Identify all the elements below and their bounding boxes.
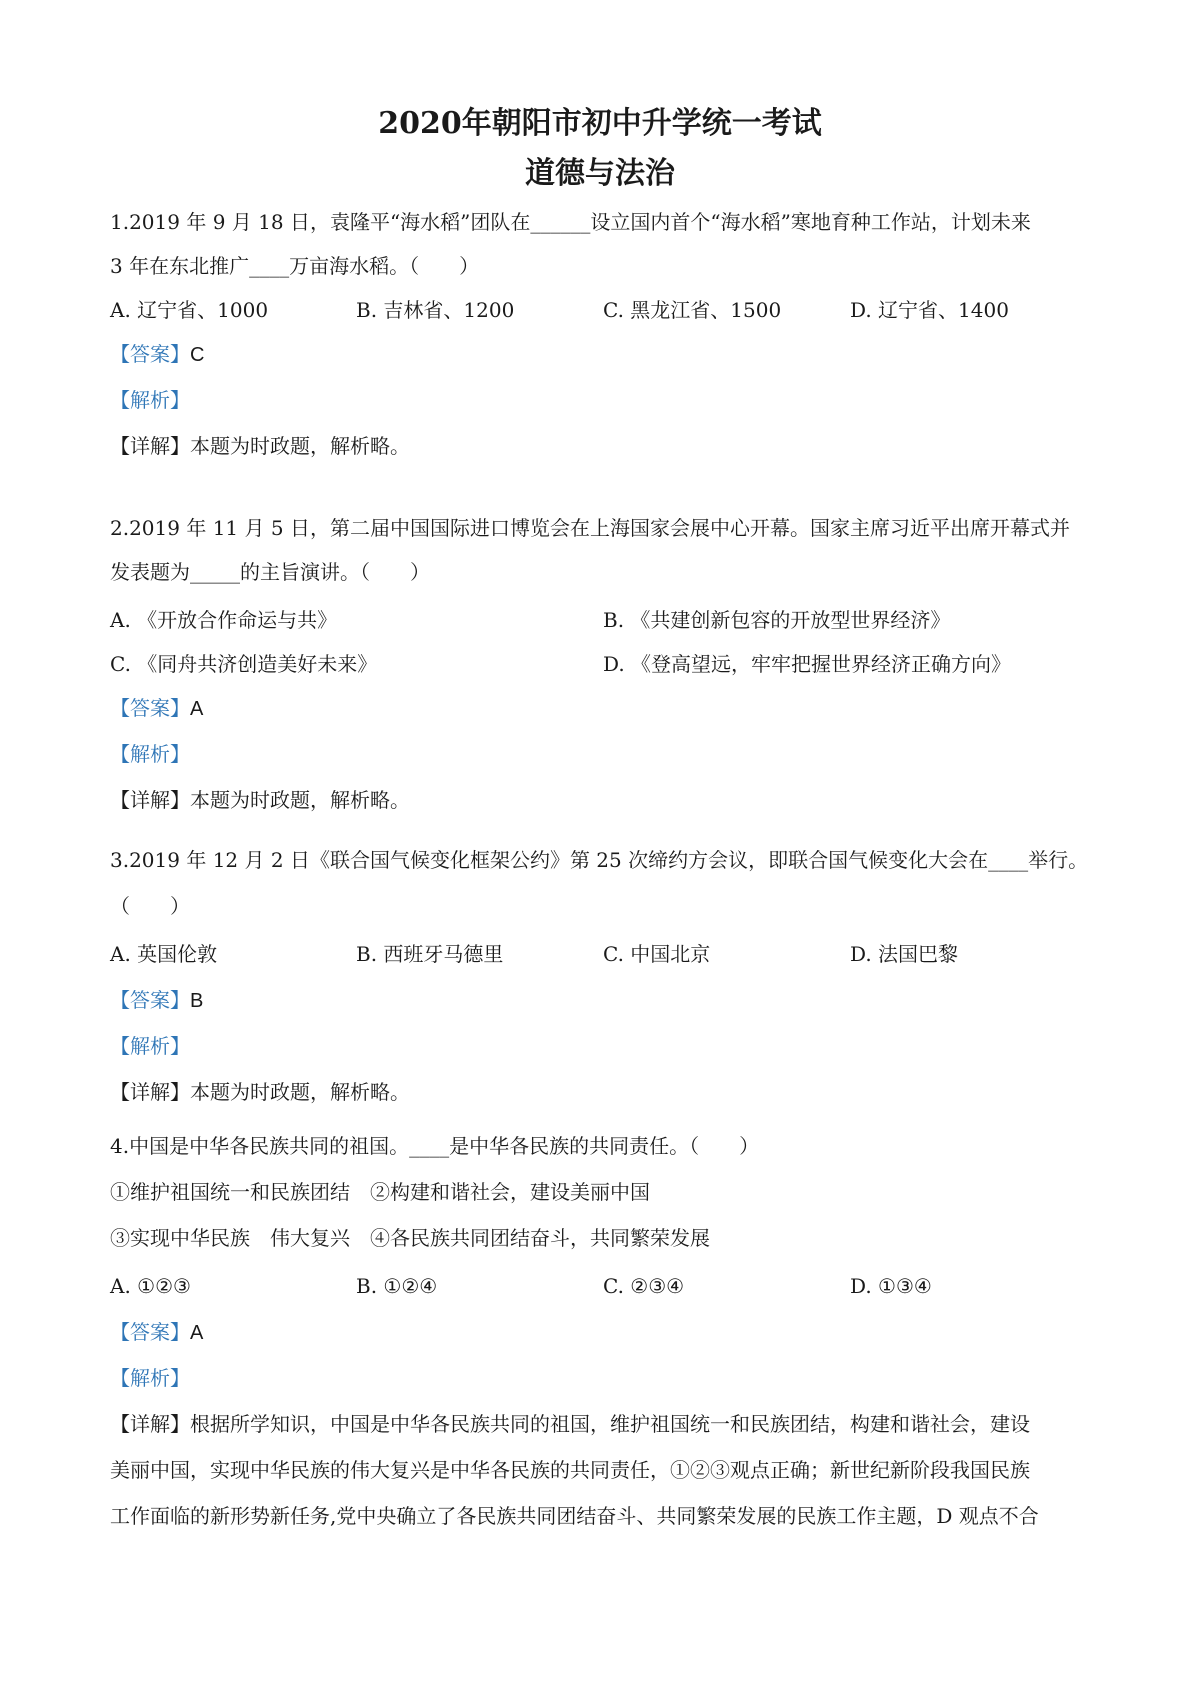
option-a: A. 《开放合作命运与共》	[110, 608, 338, 632]
analysis-label: 【解析】	[110, 388, 190, 412]
option-c: C. 中国北京	[603, 942, 711, 966]
detail-line: 工作面临的新形势新任务,党中央确立了各民族共同团结奋斗、共同繁荣发展的民族工作主题，D 观点不合	[110, 1504, 1039, 1528]
exam-subject: 道德与法治	[525, 156, 675, 191]
question-statement-line: ③实现中华民族 伟大复兴 ④各民族共同团结奋斗，共同繁荣发展	[110, 1226, 710, 1250]
option-d: D. 辽宁省、1400	[850, 298, 1009, 322]
question-stem-line: 4.中国是中华各民族共同的祖国。____是中华各民族的共同责任。（ ）	[110, 1134, 760, 1158]
analysis-label: 【解析】	[110, 742, 190, 766]
detail-label: 【详解】	[110, 434, 190, 458]
option-d: D. 法国巴黎	[850, 942, 959, 966]
question-stem-line: 3.2019 年 12 月 2 日《联合国气候变化框架公约》第 25 次缔约方会议，即联合国气候变化大会在____举行。	[110, 848, 1089, 872]
option-a: A. 辽宁省、1000	[110, 298, 269, 322]
answer-value: C	[190, 344, 205, 366]
question-stem-line: 发表题为_____的主旨演讲。（ ）	[110, 560, 430, 584]
option-d: D. 《登高望远，牢牢把握世界经济正确方向》	[603, 652, 1012, 676]
detail-label: 【详解】	[110, 788, 190, 812]
answer-row	[110, 340, 1100, 369]
answer-label: 【答案】	[110, 696, 190, 720]
analysis-label: 【解析】	[110, 1366, 190, 1390]
answer-row	[110, 1318, 1100, 1347]
detail-row	[110, 1410, 1100, 1438]
answer-row	[110, 986, 1100, 1015]
question-statement-line: ①维护祖国统一和民族团结 ②构建和谐社会，建设美丽中国	[110, 1180, 650, 1204]
detail-label: 【详解】	[110, 1412, 190, 1436]
detail-row	[110, 786, 1100, 814]
option-b: B. 《共建创新包容的开放型世界经济》	[603, 608, 951, 632]
question-stem-line: 3 年在东北推广____万亩海水稻。（ ）	[110, 254, 480, 278]
option-a: A. ①②③	[110, 1274, 191, 1298]
detail-text: 本题为时政题，解析略。	[190, 788, 410, 812]
exam-title: 2020年朝阳市初中升学统一考试	[378, 106, 822, 141]
option-d: D. ①③④	[850, 1274, 932, 1298]
question-stem-line: 1.2019 年 9 月 18 日，袁隆平“海水稻”团队在______设立国内首个“海水稻”寒地育种工作站，计划未来	[110, 210, 1031, 234]
option-b: B. 西班牙马德里	[356, 942, 504, 966]
question-stem-line: 2.2019 年 11 月 5 日，第二届中国国际进口博览会在上海国家会展中心开幕。国家主席习近平出席开幕式并	[110, 516, 1070, 540]
detail-line: 美丽中国，实现中华民族的伟大复兴是中华各民族的共同责任，①②③观点正确；新世纪新阶段我国民族	[110, 1458, 1030, 1482]
detail-row	[110, 1078, 1100, 1106]
detail-text: 本题为时政题，解析略。	[190, 434, 410, 458]
option-b: B. 吉林省、1200	[356, 298, 515, 322]
detail-label: 【详解】	[110, 1080, 190, 1104]
option-c: C. 《同舟共济创造美好未来》	[110, 652, 378, 676]
answer-label: 【答案】	[110, 342, 190, 366]
question-stem-line: （ ）	[110, 894, 190, 918]
option-b: B. ①②④	[356, 1274, 438, 1298]
analysis-label: 【解析】	[110, 1034, 190, 1058]
answer-value: B	[190, 990, 204, 1012]
answer-label: 【答案】	[110, 988, 190, 1012]
detail-text: 本题为时政题，解析略。	[190, 1080, 410, 1104]
answer-value: A	[190, 698, 204, 720]
detail-row	[110, 432, 1100, 460]
answer-row	[110, 694, 1100, 723]
option-c: C. 黑龙江省、1500	[603, 298, 782, 322]
answer-label: 【答案】	[110, 1320, 190, 1344]
answer-value: A	[190, 1322, 204, 1344]
detail-text: 根据所学知识，中国是中华各民族共同的祖国，维护祖国统一和民族团结，构建和谐社会，建设	[190, 1412, 1030, 1436]
option-c: C. ②③④	[603, 1274, 685, 1298]
option-a: A. 英国伦敦	[110, 942, 218, 966]
